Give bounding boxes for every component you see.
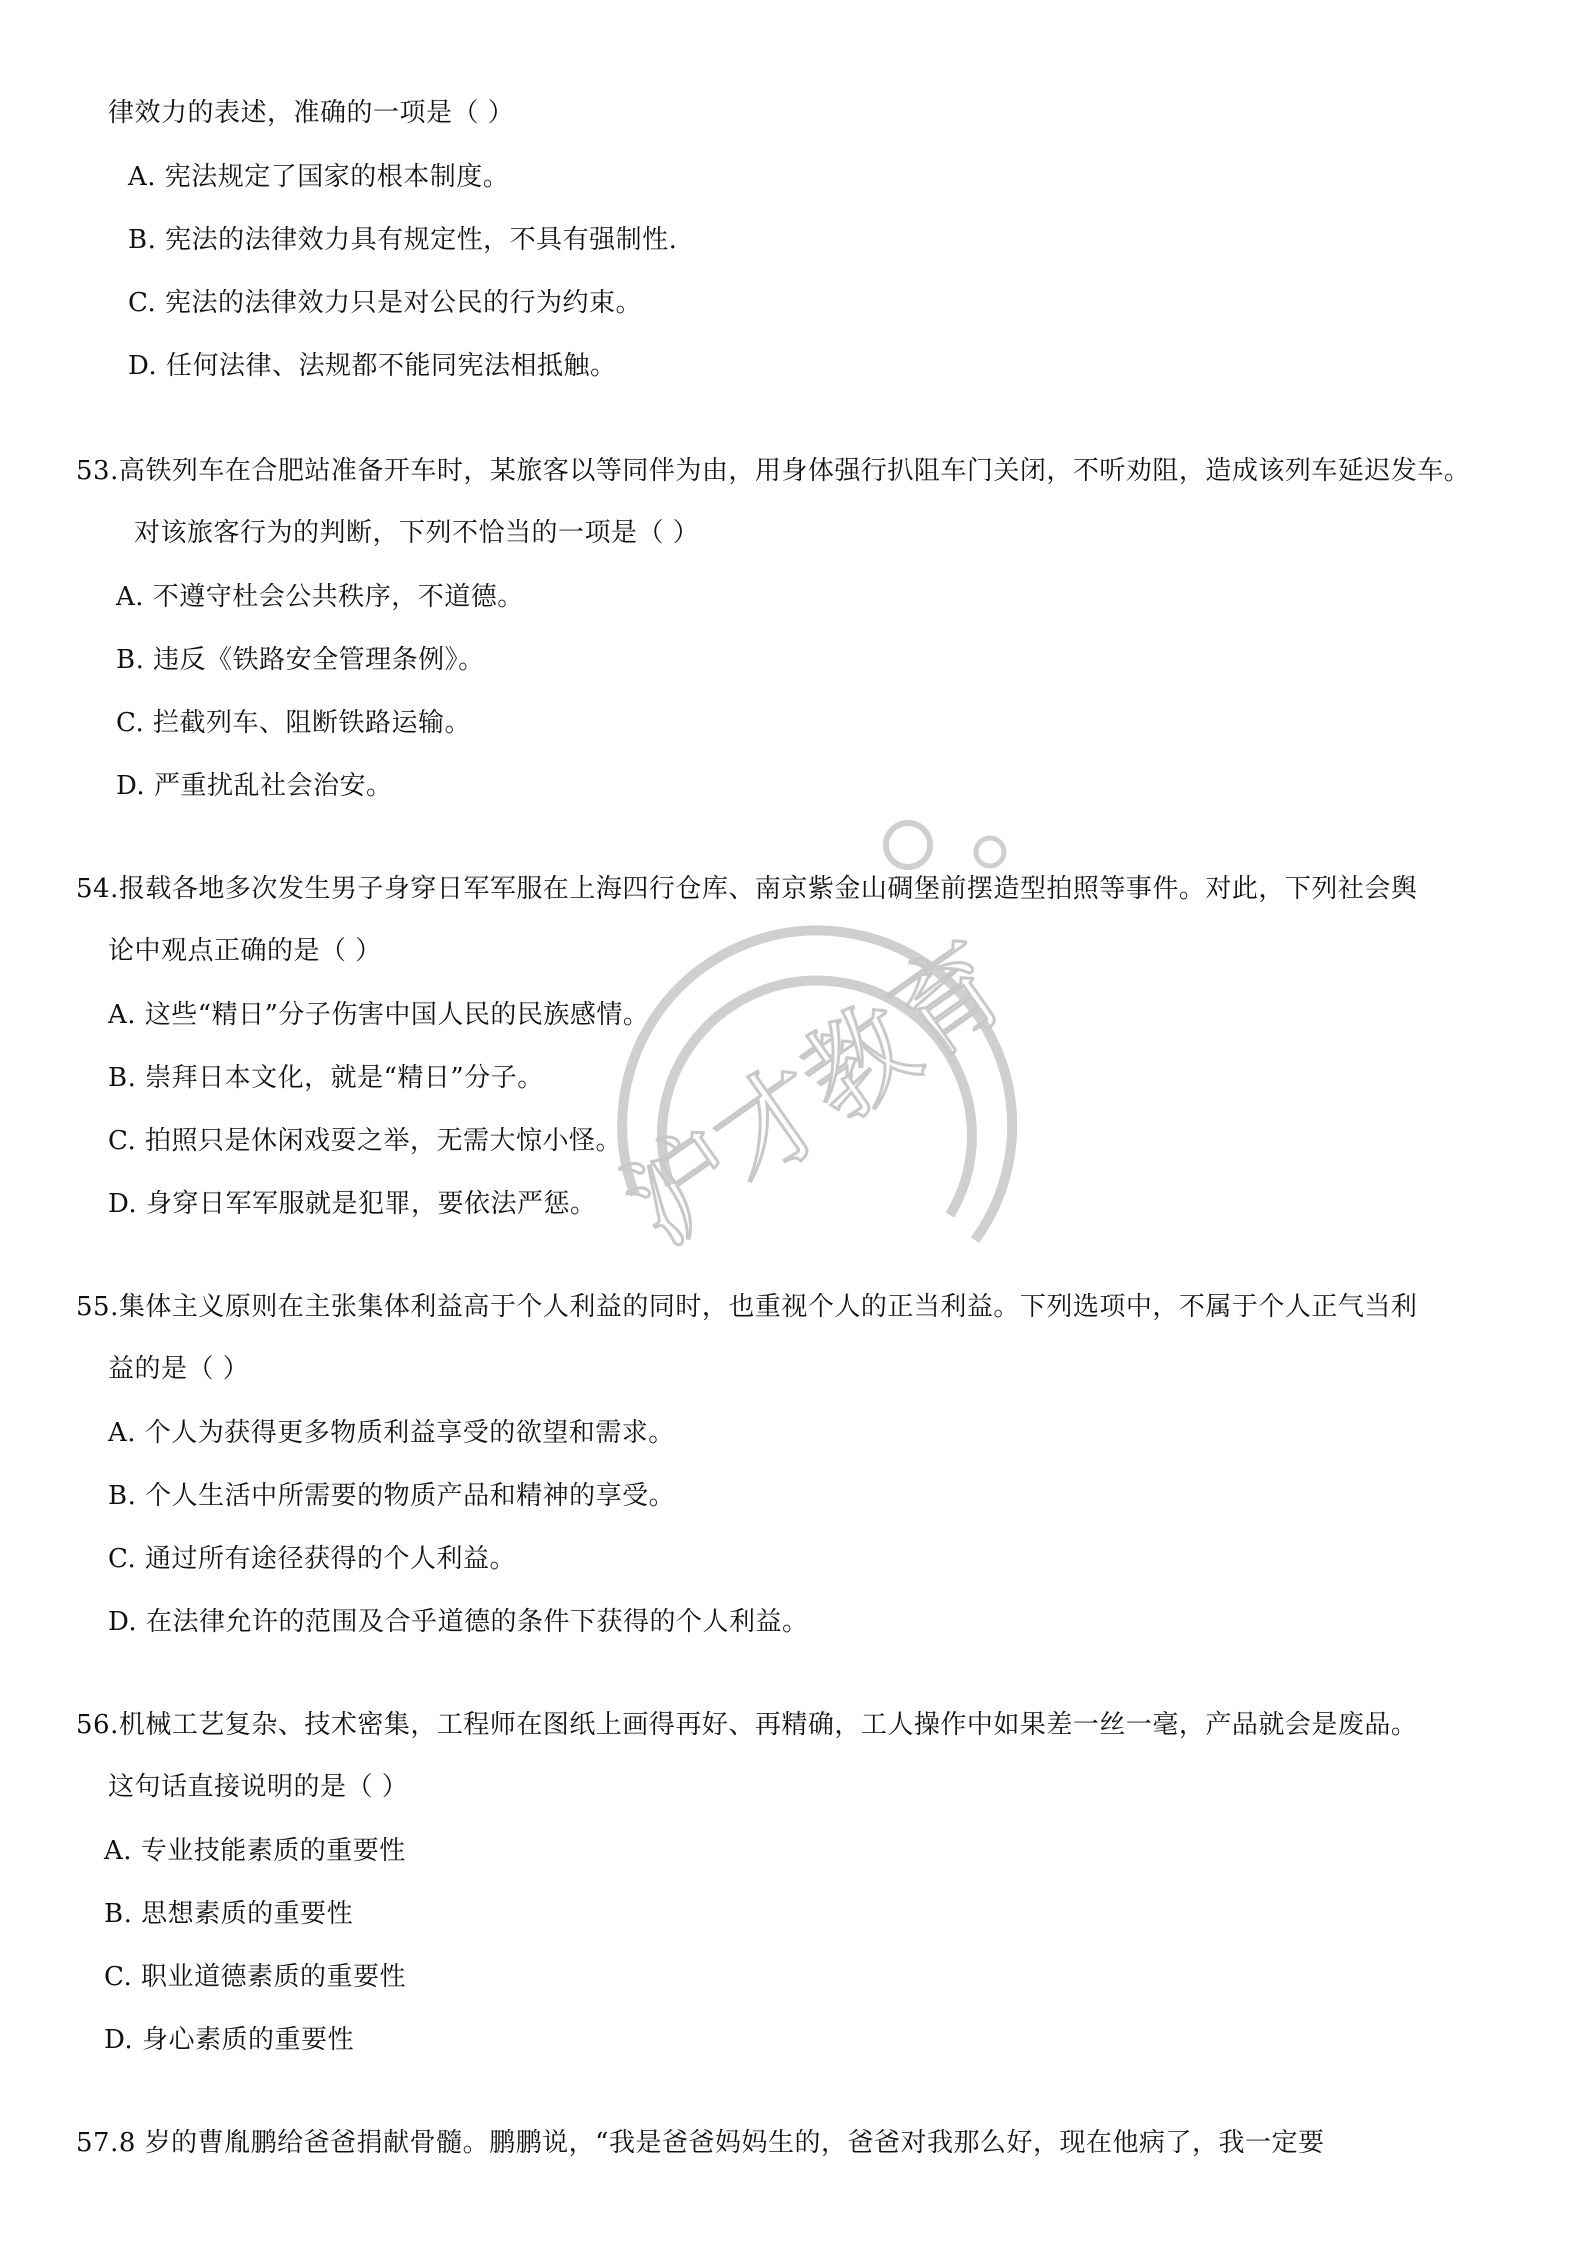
- q56-stem-line2: 这句话直接说明的是（ ）: [108, 1772, 409, 1802]
- q54-stem-line2: 论中观点正确的是（ ）: [108, 936, 382, 966]
- q52-option-d: D. 任何法律、法规都不能同宪法相抵触。: [128, 351, 617, 381]
- q55-stem-line1: 55.集体主义原则在主张集体利益高于个人利益的同时，也重视个人的正当利益。下列选项中，不属于个人正气当利: [76, 1292, 1418, 1322]
- q53-option-d: D. 严重扰乱社会治安。: [116, 771, 393, 801]
- q53-option-c: C. 拦截列车、阻断铁路运输。: [116, 708, 471, 738]
- q53-option-b: B. 违反《铁路安全管理条例》。: [116, 645, 485, 675]
- q56-option-d: D. 身心素质的重要性: [104, 2025, 354, 2055]
- watermark-text: 沪才教育: [603, 919, 1030, 1270]
- q52-option-b: B. 宪法的法律效力具有规定性，不具有强制性.: [128, 225, 678, 255]
- q55-option-b: B. 个人生活中所需要的物质产品和精神的享受。: [108, 1481, 676, 1511]
- q54-option-a: A. 这些“精日”分子伤害中国人民的民族感情。: [108, 1000, 650, 1030]
- q54-option-b: B. 崇拜日本文化，就是“精日”分子。: [108, 1063, 544, 1093]
- q55-option-a: A. 个人为获得更多物质利益享受的欲望和需求。: [108, 1418, 675, 1448]
- q57-stem-line1: 57.8 岁的曹胤鹏给爸爸捐献骨髓。鹏鹏说，“我是爸爸妈妈生的，爸爸对我那么好，现在他病了，我一定要: [76, 2128, 1325, 2158]
- q54-option-d: D. 身穿日军军服就是犯罪，要依法严惩。: [108, 1189, 597, 1219]
- q53-stem-line2: 对该旅客行为的判断，下列不恰当的一项是（ ）: [134, 518, 700, 548]
- q52-stem-continuation: 律效力的表述，准确的一项是（ ）: [108, 98, 515, 128]
- q55-option-d: D. 在法律允许的范围及合乎道德的条件下获得的个人利益。: [108, 1607, 809, 1637]
- q52-option-a: A. 宪法规定了国家的根本制度。: [128, 162, 510, 192]
- q54-option-c: C. 拍照只是休闲戏耍之举，无需大惊小怪。: [108, 1126, 622, 1156]
- q55-stem-line2: 益的是（ ）: [108, 1354, 250, 1384]
- q56-option-b: B. 思想素质的重要性: [104, 1899, 354, 1929]
- q53-option-a: A. 不遵守杜会公共秩序，不道德。: [116, 582, 524, 612]
- q56-option-a: A. 专业技能素质的重要性: [104, 1836, 406, 1866]
- q55-option-c: C. 通过所有途径获得的个人利益。: [108, 1544, 516, 1574]
- q56-stem-line1: 56.机械工艺复杂、技术密集，工程师在图纸上画得再好、再精确，工人操作中如果差一丝一毫，产品就会是废品。: [76, 1710, 1418, 1740]
- q52-option-c: C. 宪法的法律效力只是对公民的行为约束。: [128, 288, 642, 318]
- q56-option-c: C. 职业道德素质的重要性: [104, 1962, 406, 1992]
- q53-stem-line1: 53.高铁列车在合肥站准备开车时，某旅客以等同伴为由，用身体强行扒阻车门关闭，不听劝阻，造成该列车延迟发车。: [76, 456, 1471, 486]
- q54-stem-line1: 54.报载各地多次发生男子身穿日军军服在上海四行仓库、南京紫金山碉堡前摆造型拍照等事件。对此，下列社会舆: [76, 874, 1418, 904]
